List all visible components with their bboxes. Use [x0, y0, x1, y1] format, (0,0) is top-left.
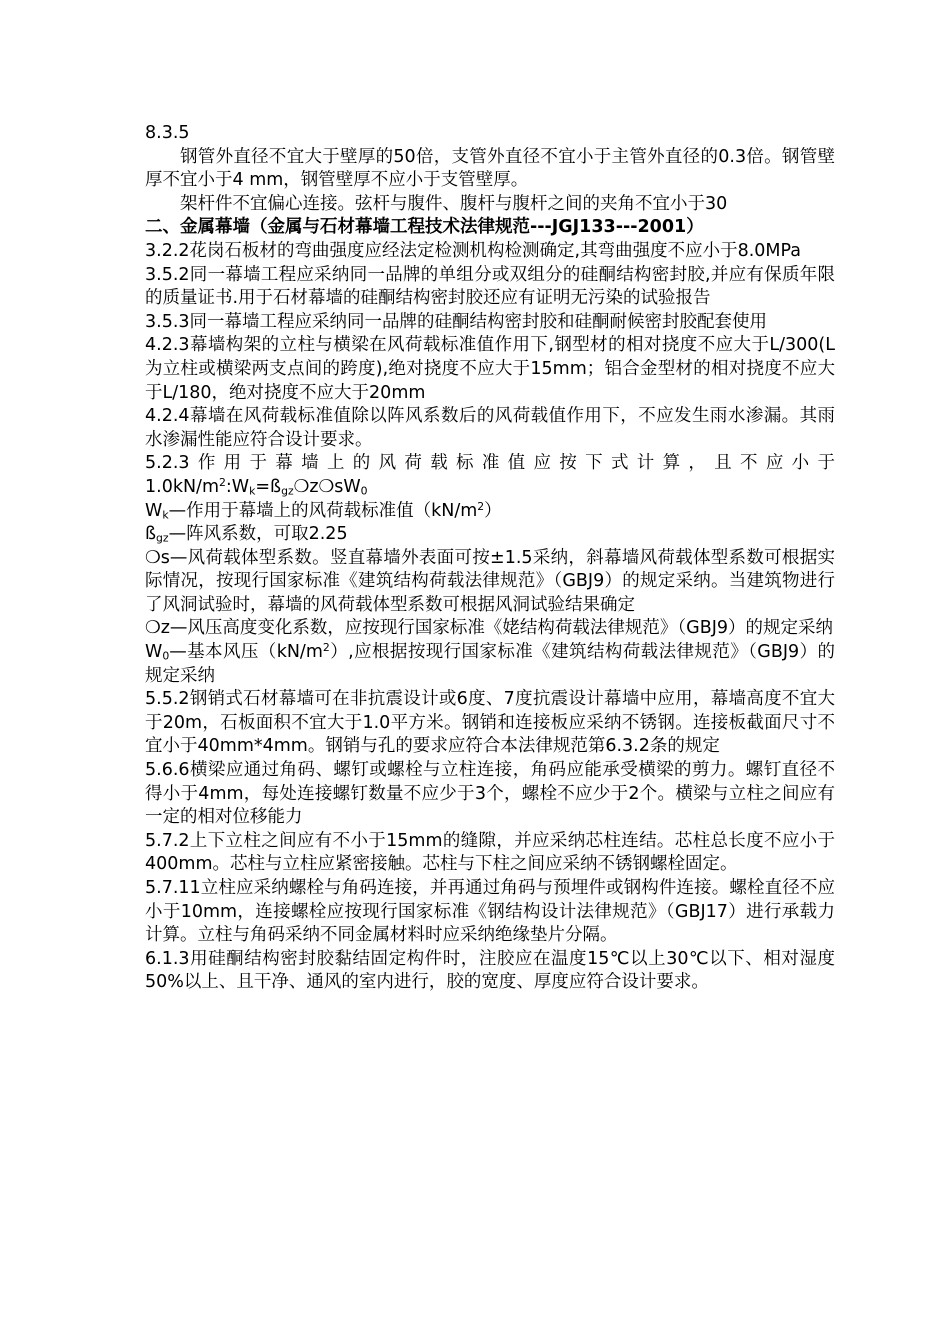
superscript: 2	[219, 475, 226, 489]
clause-5-2-3	[145, 452, 835, 499]
clause-5-6-6: 5.6.6横梁应通过角码、螺钉或螺栓与立柱连接，角码应能承受横梁的剪力。螺钉直径不得小于4mm，每处连接螺钉数量不应少于3个，螺栓不应少于2个。横梁与立柱之间应有一定的相对位移能力	[145, 760, 835, 828]
definition-text: s—风荷载体型系数。竖直幕墙外表面可按±1.5采纳，斜幕墙风荷载体型系数可根据实际情况，按现行国家标准《建筑结构荷载法律规范》（GBJ9）的规定采纳。当建筑物进行了风洞试验时，幕墙的风荷载体型系数可根据风洞试验结果确定	[145, 547, 835, 615]
superscript: 2	[477, 499, 485, 513]
formula-part: =ß	[255, 476, 282, 497]
formula-part: :W	[225, 476, 250, 497]
section-heading: 二、金属幕墙（金属与石材幕墙工程技术法律规范---JGJ133---2001）	[145, 217, 704, 238]
subscript: gz	[281, 484, 294, 498]
clause-3-5-3: 3.5.3同一幕墙工程应采纳同一品牌的硅酮结构密封胶和硅酮耐候密封胶配套使用	[145, 311, 768, 332]
formula-part: z	[309, 476, 319, 497]
definition-text: —作用于幕墙上的风荷载标准值（kN/m	[168, 500, 478, 521]
definition-text: ）	[484, 500, 502, 521]
definition-text: ）,应根据按现行国家标准《建筑结构荷载法律规范》（GBJ9）的规定采纳	[145, 642, 835, 686]
document-page	[145, 122, 835, 995]
definition-text: —阵风系数，可取2.25	[168, 524, 348, 545]
clause-4-2-3: 4.2.3幕墙构架的立柱与横梁在风荷载标准值作用下,钢型材的相对挠度不应大于L/300(L为立柱或横梁两支点间的跨度),绝对挠度不应大于15mm；铝合金型材的相对挠度不应大于L/180，绝对挠度不应大于20mm	[145, 335, 835, 403]
subscript: k	[162, 508, 169, 522]
formula-part: sW	[334, 476, 361, 497]
definition-text: —基本风压（kN/m	[169, 642, 323, 663]
clause-8-3-5-text: 钢管外直径不宜大于壁厚的50倍，支管外直径不宜小于主管外直径的0.3倍。钢管壁厚不宜小于4 mm，钢管壁厚不应小于支管壁厚。	[145, 146, 835, 191]
clause-3-2-2: 3.2.2花岗石板材的弯曲强度应经法定检测机构检测确定,其弯曲强度不应小于8.0MPa	[145, 240, 802, 261]
clause-6-1-3: 6.1.3用硅酮结构密封胶黏结固定构件时，注胶应在温度15℃以上30℃以下、相对湿度50%以上、且干净、通风的室内进行，胶的宽度、厚度应符合设计要求。	[145, 948, 835, 993]
clause-4-2-4: 4.2.4幕墙在风荷载标准值除以阵风系数后的风荷载值作用下，不应发生雨水渗漏。其雨水渗漏性能应符合设计要求。	[145, 406, 835, 450]
symbol: W	[145, 500, 163, 521]
definition-wk	[145, 500, 835, 524]
symbol: ß	[145, 524, 157, 545]
mu-symbol: ❍	[293, 476, 310, 497]
definition-muz	[145, 617, 835, 641]
definition-w0	[145, 641, 835, 688]
clause-5-5-2: 5.5.2钢销式石材幕墙可在非抗震设计或6度、7度抗震设计幕墙中应用，幕墙高度不宜大于20m，石板面积不宜大于1.0平方米。钢销和连接板应采纳不锈钢。连接板截面尺寸不宜小于40mm*4mm。钢销与孔的要求应符合本法律规范第6.3.2条的规定	[145, 689, 835, 757]
superscript: 2	[322, 641, 330, 655]
clause-8-3-5-truss-text: 架杆件不宜偏心连接。弦杆与腹件、腹杆与腹杆之间的夹角不宜小于30	[180, 193, 728, 214]
subscript: k	[249, 484, 256, 498]
subscript: gz	[156, 531, 169, 545]
mu-symbol: ❍	[145, 618, 161, 639]
definition-text: z—风压高度变化系数，应按现行国家标准《姥结构荷载法律规范》（GBJ9）的规定采纳	[160, 618, 833, 639]
subscript: 0	[360, 484, 368, 498]
mu-symbol: ❍	[318, 476, 335, 497]
symbol: W	[145, 642, 163, 663]
clause-5-7-2: 5.7.2上下立柱之间应有不小于15mm的缝隙，并应采纳芯柱连结。芯柱总长度不应小于400mm。芯柱与立柱应紧密接触。芯柱与下柱之间应采纳不锈钢螺栓固定。	[145, 830, 835, 875]
subscript: 0	[162, 649, 170, 663]
mu-symbol: ❍	[145, 547, 161, 568]
clause-3-5-2: 3.5.2同一幕墙工程应采纳同一品牌的单组分或双组分的硅酮结构密封胶,并应有保质年限的质量证书.用于石材幕墙的硅酮结构密封胶还应有证明无污染的试验报告	[145, 264, 835, 309]
clause-5-7-11: 5.7.11立柱应采纳螺栓与角码连接，并再通过角码与预埋件或钢构件连接。螺栓直径不应小于10mm，连接螺栓应按现行国家标准《钢结构设计法律规范》（GBJ17）进行承载力计算。立柱与角码采纳不同金属材料时应采纳绝缘垫片分隔。	[145, 878, 835, 946]
clause-8-3-5-number: 8.3.5	[145, 123, 190, 143]
definition-bgz	[145, 523, 835, 547]
definition-mus	[145, 547, 835, 618]
clause-5-2-3-text: 5.2.3作用于幕墙上的风荷载标准值应按下式计算，且不应小于1.0kN/m	[145, 453, 835, 497]
